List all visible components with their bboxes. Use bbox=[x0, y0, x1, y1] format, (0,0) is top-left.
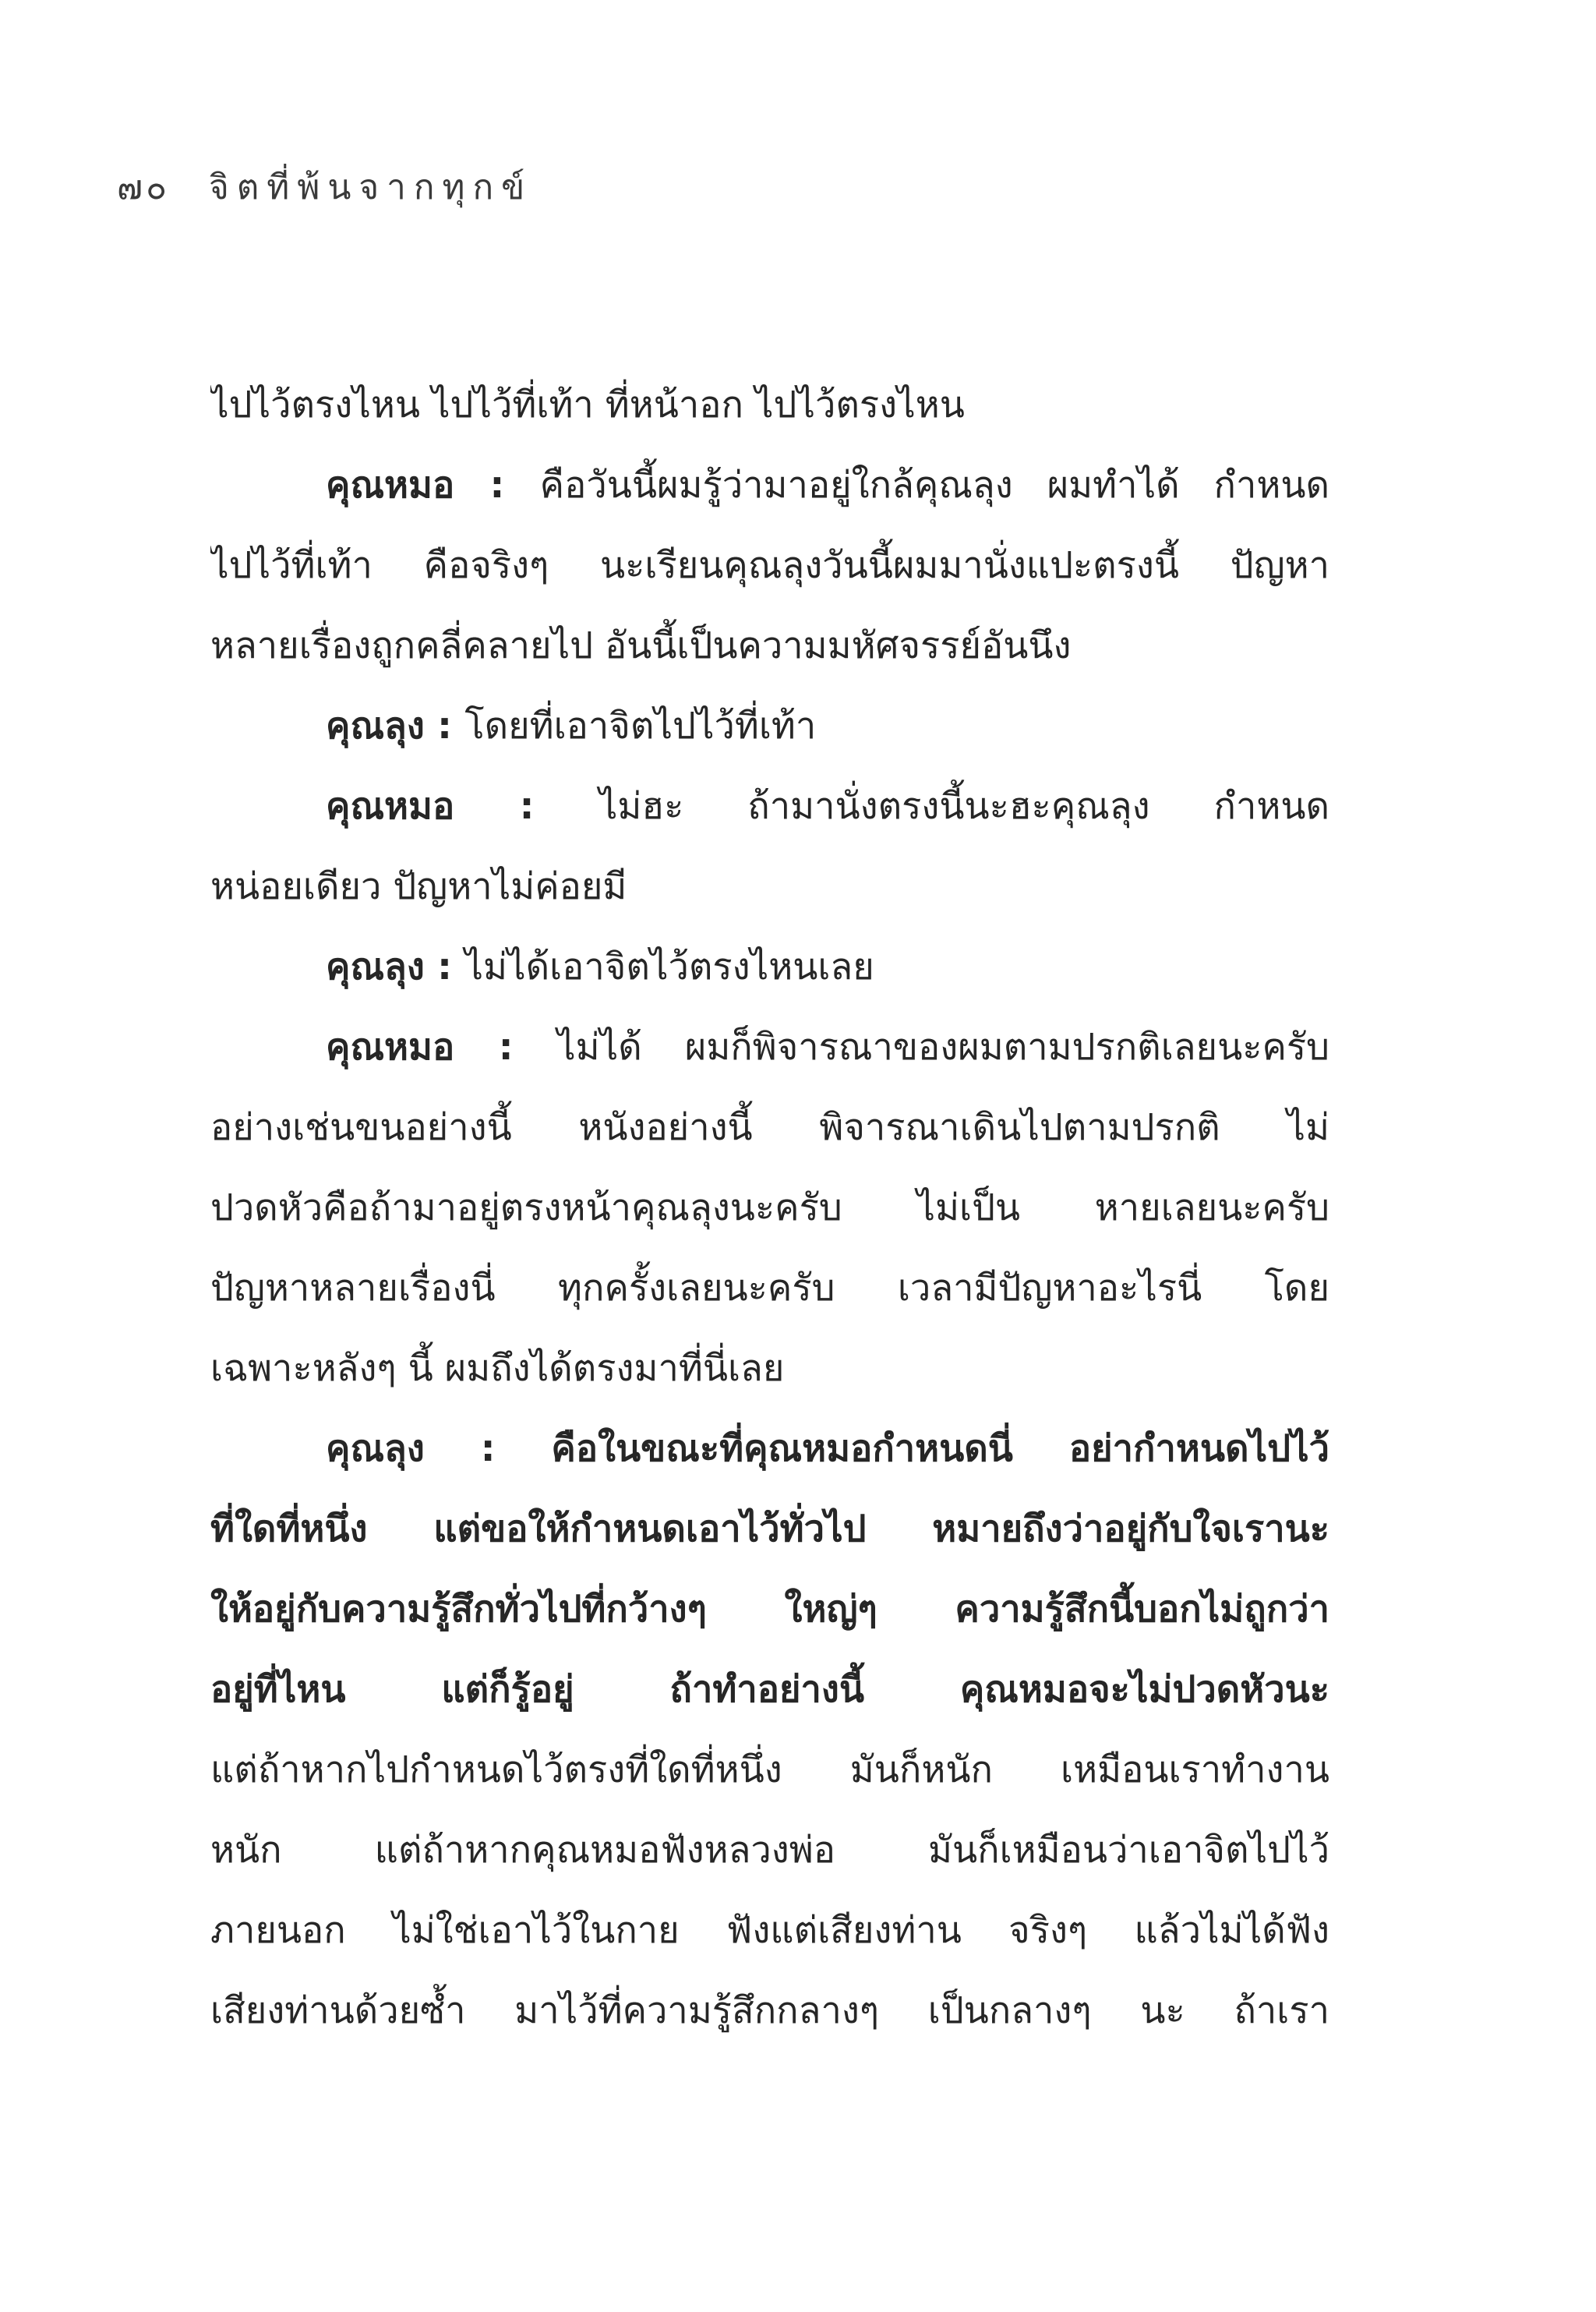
line-text: โดยที่เอาจิตไปไว้ที่เท้า bbox=[464, 705, 817, 748]
text-line bbox=[210, 1168, 1329, 1248]
book-title: จิตที่พ้นจากทุกข์ bbox=[208, 168, 533, 207]
speaker-label: คุณลุง : bbox=[326, 1427, 552, 1470]
text-line bbox=[210, 686, 1329, 766]
running-header bbox=[117, 160, 532, 214]
text-line bbox=[210, 1328, 1329, 1409]
line-text: ไม่ได้ ผมก็พิจารณาของผมตามปรกติเลยนะครับ bbox=[556, 1026, 1329, 1069]
emphasized-text: ที่ใดที่หนึ่ง แต่ขอให้กำหนดเอาไว้ทั่วไป หมายถึงว่าอยู่กับใจเรานะ bbox=[210, 1508, 1329, 1550]
line-text: แต่ถ้าหากไปกำหนดไว้ตรงที่ใดที่หนึ่ง มันก็หนัก เหมือนเราทำงาน bbox=[210, 1748, 1329, 1791]
text-line bbox=[210, 1007, 1329, 1087]
line-text: ปวดหัวคือถ้ามาอยู่ตรงหน้าคุณลุงนะครับ ไม่เป็น หายเลยนะครับ bbox=[210, 1186, 1329, 1229]
text-line bbox=[210, 445, 1329, 525]
line-text: หลายเรื่องถูกคลี่คลายไป อันนี้เป็นความมหัศจรรย์อันนึง bbox=[210, 624, 1072, 667]
line-text: เสียงท่านด้วยซ้ำ มาไว้ที่ความรู้สึกกลางๆ เป็นกลางๆ นะ ถ้าเรา bbox=[210, 1989, 1329, 2032]
text-line bbox=[210, 1971, 1329, 2051]
text-line bbox=[210, 1087, 1329, 1168]
line-text: ไม่ได้เอาจิตไว้ตรงไหนเลย bbox=[464, 946, 874, 988]
page-number: ๗๐ bbox=[117, 168, 170, 207]
text-line bbox=[210, 927, 1329, 1007]
text-line bbox=[210, 1810, 1329, 1890]
speaker-label: คุณลุง : bbox=[326, 705, 465, 748]
text-line bbox=[210, 1489, 1329, 1569]
line-text: หนัก แต่ถ้าหากคุณหมอฟังหลวงพ่อ มันก็เหมือนว่าเอาจิตไปไว้ bbox=[210, 1829, 1329, 1872]
line-text: ไม่ฮะ ถ้ามานั่งตรงนี้นะฮะคุณลุง กำหนด bbox=[598, 785, 1329, 828]
emphasized-text: คือในขณะที่คุณหมอกำหนดนี่ อย่ากำหนดไปไว้ bbox=[551, 1427, 1329, 1470]
emphasized-text: อยู่ที่ไหน แต่ก็รู้อยู่ ถ้าทำอย่างนี้ คุณหมอจะไม่ปวดหัวนะ bbox=[210, 1668, 1329, 1711]
text-line bbox=[210, 1649, 1329, 1730]
emphasized-text: ให้อยู่กับความรู้สึกทั่วไปที่กว้างๆ ใหญ่ๆ ความรู้สึกนี้บอกไม่ถูกว่า bbox=[210, 1588, 1329, 1631]
body-text bbox=[210, 365, 1329, 2051]
speaker-label: คุณหมอ : bbox=[326, 464, 540, 507]
line-text: ภายนอก ไม่ใช่เอาไว้ในกาย ฟังแต่เสียงท่าน จริงๆ แล้วไม่ได้ฟัง bbox=[210, 1909, 1329, 1952]
text-line bbox=[210, 606, 1329, 686]
text-line bbox=[210, 847, 1329, 927]
text-line bbox=[210, 525, 1329, 606]
line-text: เฉพาะหลังๆ นี้ ผมถึงได้ตรงมาที่นี่เลย bbox=[210, 1347, 785, 1390]
text-line bbox=[210, 1890, 1329, 1971]
text-line bbox=[210, 766, 1329, 847]
text-line bbox=[210, 1569, 1329, 1649]
text-line bbox=[210, 1409, 1329, 1489]
text-line bbox=[210, 365, 1329, 445]
speaker-label: คุณหมอ : bbox=[326, 785, 599, 828]
line-text: อย่างเช่นขนอย่างนี้ หนังอย่างนี้ พิจารณาเดินไปตามปรกติ ไม่ bbox=[210, 1106, 1329, 1149]
text-line bbox=[210, 1730, 1329, 1810]
speaker-label: คุณหมอ : bbox=[326, 1026, 557, 1069]
speaker-label: คุณลุง : bbox=[326, 946, 465, 988]
line-text: ปัญหาหลายเรื่องนี่ ทุกครั้งเลยนะครับ เวลามีปัญหาอะไรนี่ โดย bbox=[210, 1267, 1329, 1310]
text-line bbox=[210, 1248, 1329, 1328]
line-text: ไปไว้ที่เท้า คือจริงๆ นะเรียนคุณลุงวันนี้ผมมานั่งแปะตรงนี้ ปัญหา bbox=[210, 544, 1329, 587]
line-text: หน่อยเดียว ปัญหาไม่ค่อยมี bbox=[210, 865, 627, 908]
line-text: คือวันนี้ผมรู้ว่ามาอยู่ใกล้คุณลุง ผมทำได้ กำหนด bbox=[539, 464, 1329, 507]
line-text: ไปไว้ตรงไหน ไปไว้ที่เท้า ที่หน้าอก ไปไว้ตรงไหน bbox=[210, 384, 965, 426]
